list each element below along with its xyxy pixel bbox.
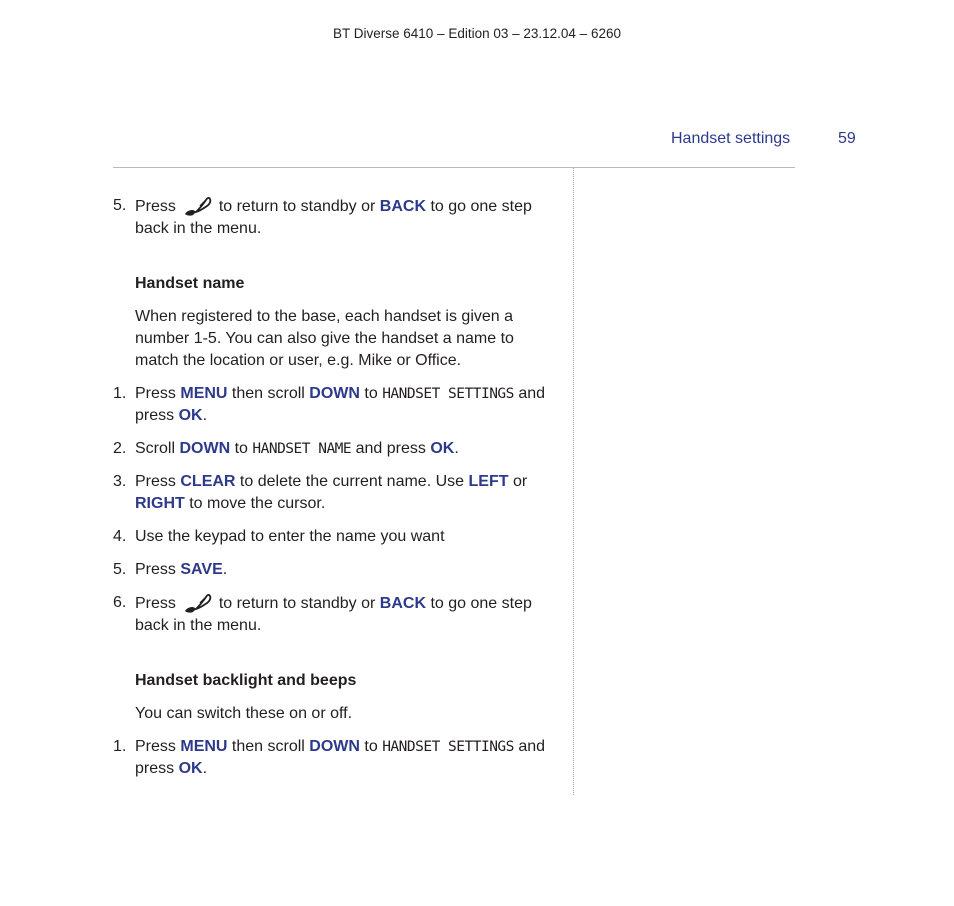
heading-backlight-beeps: Handset backlight and beeps: [135, 672, 357, 689]
step-5-save: 5. Press SAVE.: [113, 561, 228, 578]
step-6-return: 6. Press to return to standby or BACK to go one step back in the menu.: [113, 594, 532, 634]
intro-backlight-beeps: You can switch these on or off.: [135, 705, 353, 722]
section-title: Handset settings: [671, 130, 791, 147]
main-content: [113, 195, 553, 791]
header-rule: [113, 167, 795, 168]
document-header: BT Diverse 6410 – Edition 03 – 23.12.04 – 6260: [333, 26, 621, 41]
intro-handset-name: When registered to the base, each handset is given a number 1-5. You can also give the handset a name to match the location or user, e.g. Mike or Office.: [135, 308, 514, 369]
column-divider: [573, 168, 574, 795]
page-number: 59: [838, 130, 856, 147]
step-3-clear: 3. Press CLEAR to delete the current name. Use LEFT or RIGHT to move the cursor.: [113, 473, 528, 512]
step-1-backlight-menu: 1. Press MENU then scroll DOWN to HANDSET SETTINGS and press OK.: [113, 738, 546, 777]
end-call-icon: [182, 592, 212, 614]
step-number: 5.: [113, 197, 127, 214]
step-4-keypad: 4. Use the keypad to enter the name you want: [113, 528, 445, 545]
end-call-icon: [182, 195, 212, 217]
step-1-menu: 1. Press MENU then scroll DOWN to HANDSET SETTINGS and press OK.: [113, 385, 546, 424]
heading-handset-name: Handset name: [135, 275, 245, 292]
step-2-scroll: 2. Scroll DOWN to HANDSET NAME and press OK.: [113, 440, 459, 457]
step-5-return: 5. Press to return to standby or BACK to go one step back in the menu.: [113, 197, 532, 237]
